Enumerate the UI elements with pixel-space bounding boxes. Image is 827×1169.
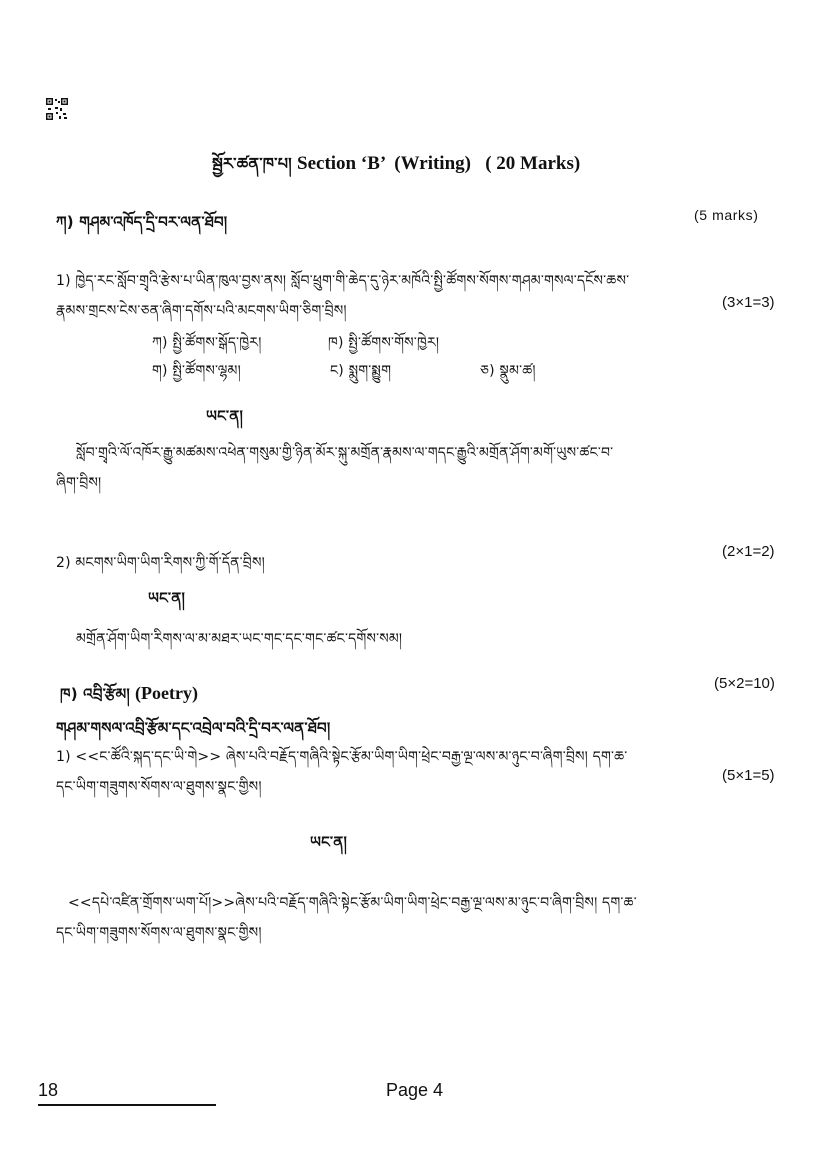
option-nga: ང) སྨུག་སྨྱུག	[330, 363, 392, 379]
or-label-3: ཡང་ན།	[310, 833, 348, 851]
poetry-alternative-line-2: དང་ཡིག་གཟུགས་སོགས་ལ་ཐུགས་སྣང་གྱིས།	[56, 925, 262, 941]
question-1-marks: (3×1=3)	[722, 294, 775, 311]
question-2-marks: (2×1=2)	[722, 543, 775, 560]
page-number: Page 4	[386, 1080, 444, 1100]
section-ka-marks: (5 marks)	[694, 207, 759, 223]
question-2: 2) མངགས་ཡིག་ཡིག་རིགས་ཀྱི་གོ་དོན་བྲིས།	[56, 555, 265, 571]
section-kha-heading-english: (Poetry)	[135, 683, 198, 703]
section-title-tibetan: སྦྱོར་ཚན་ཁ་པ།	[212, 154, 292, 173]
poetry-question-1-line-1: 1) <<ང་ཚོའི་སྐད་དང་ཡི་གེ>> ཞེས་པའི་བརྗོད་གཞིའི་སྟེང་རྩོམ་ཡིག་ཡིག་ཕྲེང་བརྒྱ་ལྔ་ལས་མ་ཉུང་བ་ཞིག་བྲིས། དག་ཆ་	[56, 749, 628, 765]
or-label-2: ཡང་ན།	[148, 589, 186, 607]
section-kha-instruction: གཤམ་གསལ་འབྲི་རྩོམ་དང་འབྲེལ་བའི་དྲི་བར་ལན་ཐོབ།	[56, 719, 331, 737]
section-ka-heading: ཀ) གཤམ་འཁོད་དྲི་བར་ལན་ཐོབ།	[56, 213, 228, 231]
poetry-question-1-line-2: དང་ཡིག་གཟུགས་སོགས་ལ་ཐུགས་སྣང་གྱིས།	[56, 779, 262, 795]
option-kha: ཁ) སྤྱི་ཚོགས་གོས་ཁྱེར།	[328, 335, 440, 351]
poetry-alternative-line-1: <<དཔེ་འཛིན་གྲོགས་ཡག་པོ།>>ཞེས་པའི་བརྗོད་གཞིའི་སྟེང་རྩོམ་ཡིག་ཡིག་ཕྲེང་བརྒྱ་ལྔ་ལས་མ་ཉུང་བ་ཞིག་བྲིས། དག་ཆ་	[68, 895, 637, 911]
alternative-1-line-2: ཞིག་བྲིས།	[56, 475, 102, 491]
question-1-line-2: རྣམས་གྲངས་ངེས་ཅན་ཞིག་དགོས་པའི་མངགས་ཡིག་ཅིག་བྲིས།	[56, 303, 347, 319]
option-ca: ཅ) སྣུམ་ཚ།	[480, 363, 536, 379]
poetry-question-1-marks: (5×1=5)	[722, 767, 775, 784]
section-kha-heading-tibetan: ཁ) འབྲི་རྩོམ།	[60, 685, 130, 703]
qr-code	[46, 98, 68, 120]
section-title	[212, 146, 580, 191]
question-1-line-1: 1) ཁྱེད་རང་སློབ་གྲྭའི་རྩེས་པ་ཡིན་ཁུལ་བྱས་ནས། སློབ་ཕྲུག་གི་ཆེད་དུ་ཉེར་མཁོའི་སྤྱི་ཚོགས་སོགས་གཤམ་གསལ་དངོས་ཆས་	[56, 273, 630, 289]
alternative-1-line-1: སློབ་གྲྭའི་ལོ་འཁོར་རྒྱུ་མཚམས་འཕེན་གསུམ་གྱི་ཉིན་མོར་སྐུ་མགྲོན་རྣམས་ལ་གདང་རྒྱུའི་མགྲོན་ཤོག་མགོ་ཡུས་ཚང་བ་	[76, 445, 614, 461]
or-label-1: ཡང་ན།	[206, 407, 244, 425]
alternative-2: མགྲོན་ཤོག་ཡིག་རིགས་ལ་མ་མཐར་ཡང་གང་དང་གང་ཚང་དགོས་སམ།	[76, 631, 403, 647]
option-ga: ག) སྤྱི་ཚོགས་ལྷམ།	[152, 363, 241, 379]
option-ka: ཀ) སྤྱི་ཚོགས་སྒོད་ཁྱེར།	[152, 335, 262, 351]
section-title-english: Section ‘B’ (Writing) ( 20 Marks)	[297, 153, 581, 174]
section-kha-marks: (5×2=10)	[714, 675, 775, 692]
footer-rule	[38, 1104, 216, 1106]
footer-number: 18	[38, 1080, 59, 1100]
